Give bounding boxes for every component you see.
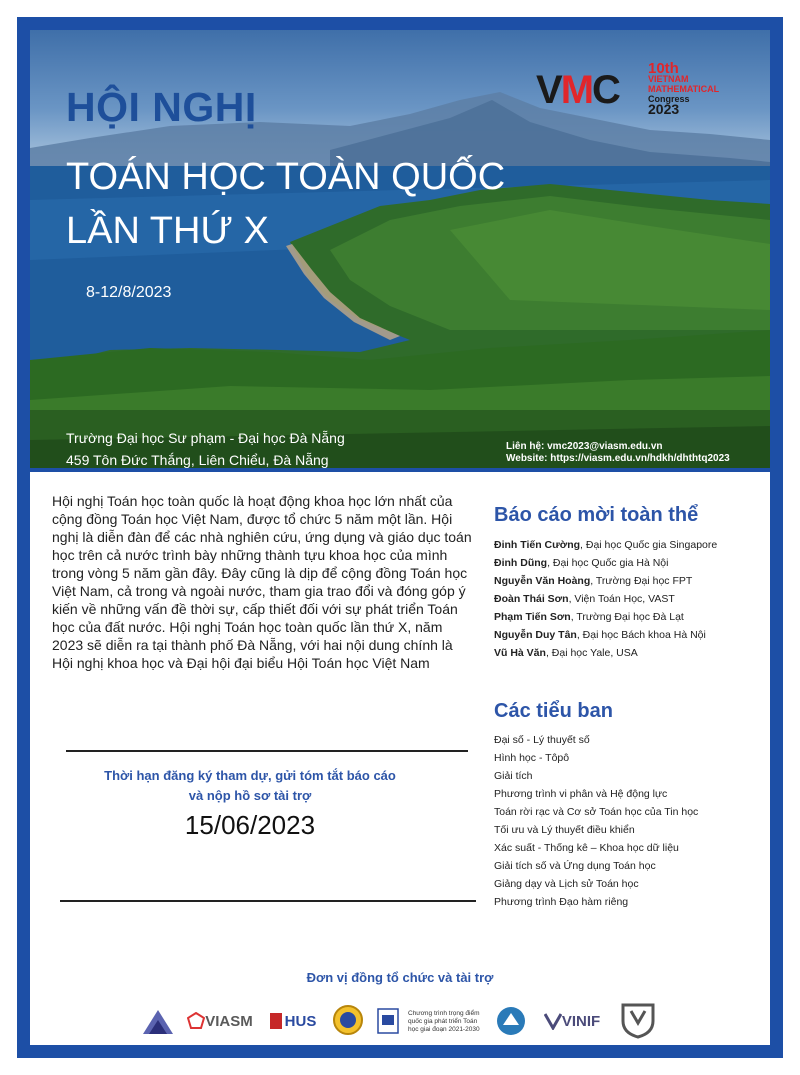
deadline-line-1: Thời hạn đăng ký tham dự, gửi tóm tắt báo cáo xyxy=(104,768,396,783)
hus-text: HUS xyxy=(284,1012,317,1030)
plenary-speaker xyxy=(494,629,764,641)
plenary-speaker xyxy=(494,647,764,659)
speaker-name: Phạm Tiến Sơn xyxy=(494,611,571,623)
divider-top xyxy=(66,750,468,752)
vmc-logo xyxy=(536,60,756,124)
hus-shield-icon xyxy=(270,1013,282,1029)
poster-frame xyxy=(17,17,783,1058)
logo-line-3: Congress xyxy=(648,94,690,104)
speaker-affiliation: , Trường Đại học FPT xyxy=(590,575,693,587)
deadline-date: 15/06/2023 xyxy=(184,810,316,840)
speaker-name: Đoàn Thái Sơn xyxy=(494,593,569,605)
subcommittee-item: Tối ưu và Lý thuyết điều khiển xyxy=(494,824,635,836)
logo-line-1: VIETNAM xyxy=(648,74,689,84)
title-line-1: HỘI NGHỊ xyxy=(66,84,257,130)
speaker-name: Vũ Hà Văn xyxy=(494,647,546,659)
seal-icon xyxy=(332,1004,364,1036)
plenary-speaker xyxy=(494,557,764,569)
plenary-speaker xyxy=(494,539,764,551)
logo-year: 2023 xyxy=(648,101,680,117)
vinif-logo xyxy=(534,1008,610,1034)
plenary-speaker xyxy=(494,575,764,587)
title-line-3: LẦN THỨ X xyxy=(66,210,269,252)
viasm-logo xyxy=(182,1008,258,1034)
plenary-speaker xyxy=(494,611,764,623)
title-line-2: TOÁN HỌC TOÀN QUỐC xyxy=(66,156,506,198)
vinif-mark-icon xyxy=(544,1012,562,1030)
speaker-affiliation: , Đại học Quốc gia Hà Nội xyxy=(547,557,669,569)
logo-line-2: MATHEMATICAL xyxy=(648,84,720,94)
speaker-name: Đinh Dũng xyxy=(494,557,548,569)
subcommittee-item: Giảng dạy và Lịch sử Toán học xyxy=(494,878,639,890)
dut-logo xyxy=(494,1004,528,1038)
contact-block xyxy=(506,441,730,465)
plenary-title: Báo cáo mời toàn thể xyxy=(494,504,699,526)
divider-bottom xyxy=(60,900,476,902)
subcommittees-title: Các tiểu ban xyxy=(494,700,613,722)
logo-edition: 10th xyxy=(648,60,679,77)
subcommittee-item: Xác suất - Thống kê – Khoa học dữ liệu xyxy=(494,842,679,854)
speaker-affiliation: , Trường Đại học Đà Lạt xyxy=(570,611,684,623)
sponsor-logos xyxy=(140,996,700,1044)
subcommittee-item: Đại số - Lý thuyết số xyxy=(494,734,590,746)
subcommittee-item: Giải tích số và Ứng dụng Toán học xyxy=(494,860,656,872)
subcommittee-item: Toán rời rạc và Cơ sở Toán học của Tin học xyxy=(494,806,699,818)
hero-divider xyxy=(30,468,770,472)
dut-emblem-icon xyxy=(495,1005,527,1037)
speaker-affiliation: , Viện Toán Học, VAST xyxy=(568,593,675,605)
event-date: 8-12/8/2023 xyxy=(86,284,172,301)
venue-address: 459 Tôn Đức Thắng, Liên Chiểu, Đà Nẵng xyxy=(66,452,329,468)
shield-icon xyxy=(619,1001,657,1039)
hus-logo xyxy=(262,1008,324,1034)
plenary-speaker xyxy=(494,593,764,605)
viasm-mark-icon xyxy=(187,1012,205,1030)
venue-name: Trường Đại học Sư phạm - Đại học Đà Nẵng xyxy=(66,430,345,446)
university-seal-logo xyxy=(332,1004,364,1036)
speaker-name: Nguyễn Duy Tân xyxy=(494,629,577,641)
subcommittee-item: Hình học - Tôpô xyxy=(494,752,570,764)
deadline-label xyxy=(70,766,430,806)
deadline-line-2: và nộp hồ sơ tài trợ xyxy=(188,788,312,803)
contact-email[interactable]: Liên hệ: vmc2023@viasm.edu.vn xyxy=(506,441,663,452)
subcommittee-item: Phương trình Đạo hàm riêng xyxy=(494,896,629,908)
hanoi-emblem-icon xyxy=(376,1005,400,1037)
contact-website[interactable]: Website: https://viasm.edu.vn/hdkh/dhthtq2023 xyxy=(506,453,730,464)
subcommittee-item: Giải tích xyxy=(494,770,533,782)
vmc-wordmark: VMC xyxy=(536,68,619,112)
intro-paragraph: Hội nghị Toán học toàn quốc là hoạt động khoa học lớn nhất của cộng đồng Toán học Việt Nam, được tổ chức 5 năm một lần. Hội nghị là diễn đàn để các nhà nghiên cứu, ứng dụng và giáo dục toán học trên cả nước trình bày những thành tựu khoa học của mình trong vòng 5 năm gần đây. Đây cũng là dịp để cộng đồng Toán học Việt Nam, cả trong và ngoài nước, tham gia trao đổi và đóng góp ý kiến về những vấn đề thời sự, cấp thiết đối với sự phát triển Toán học của đất nước. Hội nghị Toán học toàn quốc lần thứ X, năm 2023 sẽ diễn ra tại thành phố Đà Nẵng, với hai nội dung chính là Hội nghị khoa học và Đại hội đại biểu Hội Toán học Việt Nam xyxy=(52,493,472,671)
speaker-affiliation: , Đại học Quốc gia Singapore xyxy=(580,539,718,551)
speaker-affiliation: , Đại học Yale, USA xyxy=(545,647,638,659)
speaker-name: Nguyễn Văn Hoàng xyxy=(494,575,591,587)
vms-logo xyxy=(140,1006,176,1038)
hero-banner xyxy=(30,30,770,468)
vms-logo-icon xyxy=(141,1006,175,1038)
program-text: Chương trình trọng điểm quốc gia phát triển Toán học giai đoạn 2021-2030 xyxy=(408,1010,480,1033)
viasm-text: VIASM xyxy=(205,1012,253,1030)
sponsors-title: Đơn vị đồng tổ chức và tài trợ xyxy=(306,970,494,985)
speaker-affiliation: , Đại học Bách khoa Hà Nội xyxy=(576,629,706,641)
ued-logo xyxy=(618,1000,658,1040)
speaker-name: Đinh Tiến Cường xyxy=(494,539,581,551)
hanoi-logo xyxy=(374,1004,402,1038)
vinif-text: VINIF xyxy=(561,1012,601,1030)
vmc-logo-text xyxy=(648,60,720,117)
subcommittee-item: Phương trình vi phân và Hệ động lực xyxy=(494,788,668,800)
